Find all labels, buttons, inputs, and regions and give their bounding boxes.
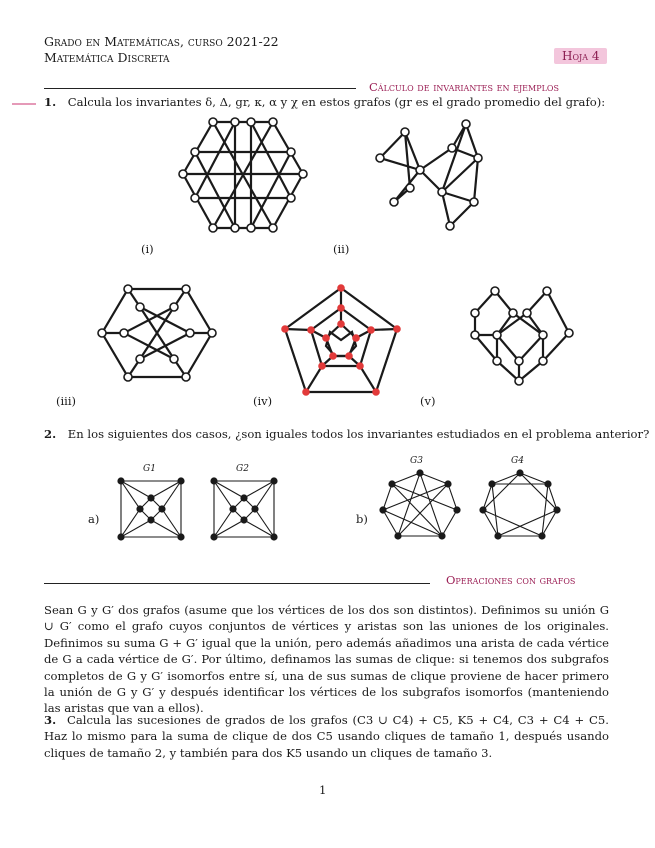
graph-iv — [283, 284, 403, 396]
g2-label: G2 — [236, 464, 249, 474]
graph-g1 — [118, 478, 184, 540]
label-v: (v) — [420, 394, 436, 408]
margin-marker — [12, 103, 36, 105]
case-b-label: b) — [356, 512, 368, 526]
section-title-operations: Operaciones con grafos — [446, 573, 576, 587]
problem-1-number: 1. — [44, 95, 57, 109]
label-iii: (iii) — [56, 394, 77, 408]
g1-label: G1 — [143, 464, 156, 474]
problem-3-number: 3. — [44, 713, 57, 727]
problem-3 — [44, 712, 609, 761]
subject-title: Matemática Discreta — [44, 50, 170, 65]
problem-2-number: 2. — [44, 427, 57, 441]
operations-paragraph: Sean G y G′ dos grafos (asume que los vértices de los dos son distintos). Definimos su unión G ∪ G′ como el grafo cuyos conjuntos de vértices y aristas son las uniones de los originales. Definimos su suma G + G′ igual que la unión, pero además añadimos una arista de cada vértice de G a cada vértice de G′. Por último, definamos las sumas de clique: si tenemos dos subgrafos completos de G y G′ isomorfos entre sí, una de sus sumas de clique proviene de hacer primero la unión de G y G′ y después identificar los vértices de los subgrafos isomorfos (manteniendo las aristas que van a ellos). — [44, 603, 609, 716]
problem-3-text: Calcula las sucesiones de grados de los grafos (C3 ∪ C4) + C5, K5 + C4, C3 + C4 + C5. Haz lo mismo para la suma de clique de dos C5 usando cliques de tamaño 1, después usando cliques de tamaño 2, y también para dos K5 usando un cliques de tamaño 3. — [44, 713, 609, 760]
section-rule-2 — [44, 583, 430, 584]
label-ii: (ii) — [333, 242, 350, 256]
section-title-invariants: Cálculo de invariantes en ejemplos — [369, 80, 559, 94]
label-i: (i) — [141, 242, 154, 256]
sheet-badge: Hoja 4 — [554, 48, 607, 64]
label-iv: (iv) — [253, 394, 273, 408]
graph-ii — [370, 118, 490, 233]
graph-i — [165, 112, 315, 242]
case-a-label: a) — [88, 512, 100, 526]
graph-v — [467, 285, 577, 385]
problem-2 — [44, 426, 649, 442]
problem-2-text: En los siguientes dos casos, ¿son iguales todos los invariantes estudiados en el problema anterior? — [67, 427, 650, 441]
graph-iii — [100, 283, 215, 383]
problem-1-text: Calcula los invariantes δ, Δ, gr, κ, α y χ en estos grafos (gr es el grado promedio del grafo): — [67, 95, 606, 109]
graph-g3 — [380, 470, 460, 544]
graph-g2 — [211, 478, 277, 540]
g3-label: G3 — [410, 456, 423, 466]
problem-1 — [44, 94, 605, 110]
page-number: 1 — [319, 783, 327, 797]
section-rule — [44, 88, 356, 89]
g4-label: G4 — [511, 456, 524, 466]
graph-g4 — [480, 470, 560, 544]
course-line: Grado en Matemáticas, curso 2021-22 — [44, 34, 279, 49]
